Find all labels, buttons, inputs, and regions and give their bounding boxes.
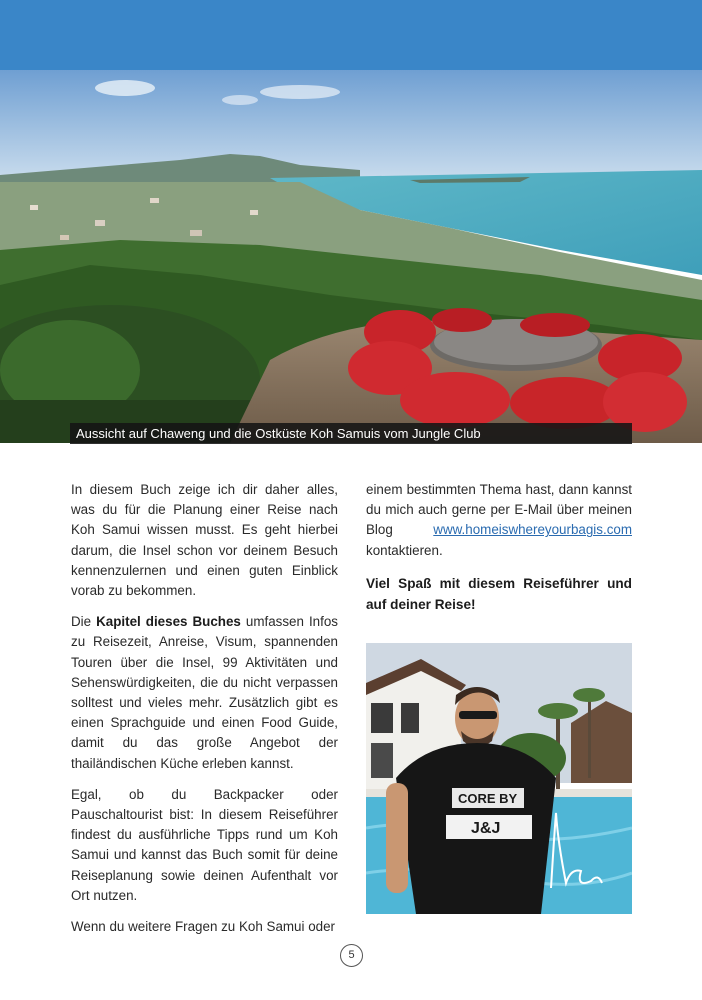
author-photo bbox=[366, 643, 632, 914]
questions-paragraph: Wenn du weitere Fragen zu Koh Samui oder bbox=[71, 919, 335, 935]
chapters-bold: Kapitel dieses Buches bbox=[96, 614, 241, 630]
shirt-text-jj: J&J bbox=[471, 820, 501, 837]
blog-link[interactable]: www.homeiswhereyourbagis.com bbox=[433, 522, 632, 538]
chapters-paragraph bbox=[71, 612, 338, 774]
right-text-column bbox=[366, 480, 632, 626]
audience-paragraph: Egal, ob du Backpacker oder Pauschaltourist bist: In diesem Reiseführer findest du ausführliche Tipps rund um Koh Samui und kannst das Buch somit für deine Reiseplanung sowie deinen Aufenthalt vor Ort nutzen. bbox=[71, 786, 338, 903]
shirt-text-core: CORE BY bbox=[458, 791, 518, 806]
photo-caption: Aussicht auf Chaweng und die Ostküste Koh Samuis vom Jungle Club bbox=[70, 423, 632, 444]
contact-prefix: einem bestimmten Thema hast, dann kannst du mich auch gerne per E-Mail über meinen Blog bbox=[366, 482, 632, 538]
closing-wish: Viel Spaß mit diesem Reiseführer und auf deiner Reise! bbox=[366, 575, 632, 612]
hero-photo bbox=[0, 70, 702, 443]
intro-paragraph: In diesem Buch zeige ich dir daher alles, was du für die Planung einer Reise nach Koh Samui wissen musst. Es geht hierbei darum, die Insel schon vor deinem Besuch kennenzulernen und einen guten Einblick vorab zu bekommen. bbox=[71, 482, 338, 599]
contact-paragraph bbox=[366, 480, 632, 561]
left-text-column bbox=[71, 480, 338, 948]
chapters-prefix: Die bbox=[71, 614, 97, 630]
chapters-rest: umfassen Infos zu Reisezeit, Anreise, Visum, spannenden Touren über die Insel, 99 Aktivitäten und Sehenswürdigkeiten, die du nicht verpassen solltest und vieles mehr. Zusätzlich gibt es einen Sprachguide und einen Food Guide, damit du das große Angebot der thailändischen Küche erleben kannst. bbox=[71, 614, 338, 771]
top-color-band bbox=[0, 0, 702, 70]
page-number: 5 bbox=[340, 944, 363, 967]
contact-suffix: kontaktieren. bbox=[366, 542, 443, 558]
